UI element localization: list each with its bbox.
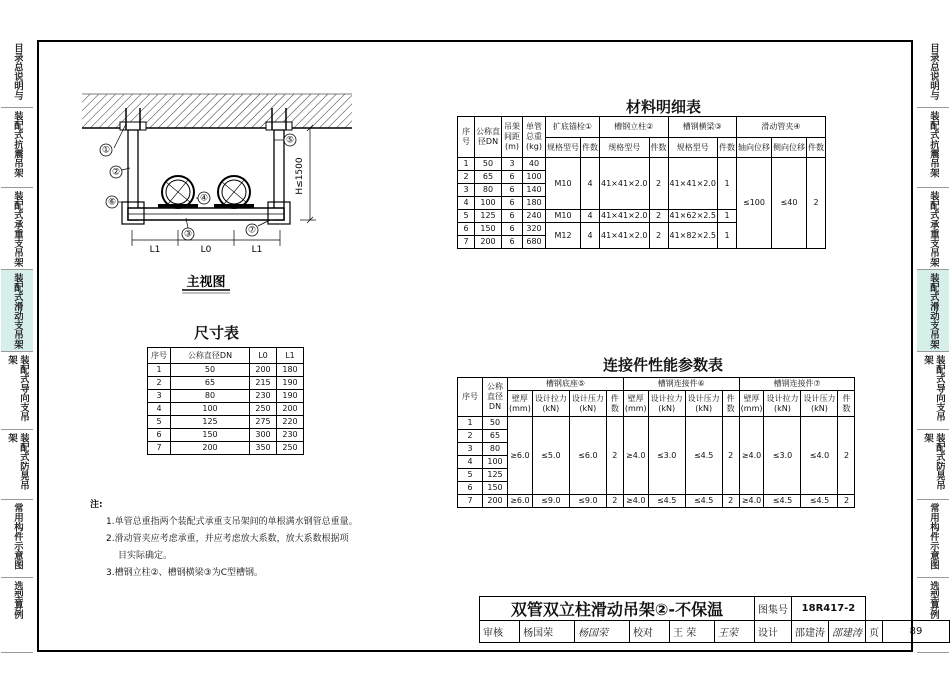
- table-row: [458, 378, 855, 391]
- column-group-header: 槽钢横梁③: [668, 117, 737, 138]
- channel-column-right: [274, 130, 284, 220]
- table-cell: ≤4.5: [685, 417, 722, 495]
- column-header: 设计拉力(kN): [648, 391, 685, 417]
- table-row: [458, 158, 826, 171]
- table-cell: 4: [148, 403, 171, 416]
- table-cell: 6: [502, 197, 523, 210]
- column-header: 件数: [718, 138, 737, 158]
- lateral-displacement: ≤40: [772, 158, 807, 249]
- table-cell: 125: [483, 469, 508, 482]
- table-cell: 2: [722, 495, 739, 508]
- column-header: 序号: [458, 117, 475, 158]
- table-cell: 2: [807, 158, 826, 249]
- table-cell: 5: [458, 469, 483, 482]
- table-row: [148, 403, 304, 416]
- table-cell: 200: [171, 442, 250, 455]
- callout-3: ③: [183, 229, 193, 240]
- callout-4: ④: [199, 193, 209, 204]
- table-cell: ≤4.5: [764, 495, 801, 508]
- table-cell: 3: [458, 443, 483, 456]
- size-table: [147, 347, 304, 455]
- callout-1: ①: [101, 145, 111, 156]
- table-row: [458, 391, 855, 417]
- table-row: [458, 117, 826, 138]
- main-view-drawing: [70, 80, 410, 310]
- table-cell: 1: [458, 158, 475, 171]
- side-tab-3[interactable]: [1, 188, 33, 270]
- table-cell: 4: [458, 197, 475, 210]
- table-row: [148, 390, 304, 403]
- table-cell: 100: [171, 403, 250, 416]
- table-cell: 150: [483, 482, 508, 495]
- pipe-left: [158, 176, 198, 208]
- column-header: 壁厚(mm): [508, 391, 533, 417]
- column-header: L0: [250, 348, 277, 364]
- review-signature: 杨国荣: [575, 621, 630, 643]
- column-group-header: 槽钢连接件⑦: [739, 378, 855, 391]
- table-cell: 65: [475, 171, 502, 184]
- table-cell: ≥6.0: [508, 417, 533, 495]
- table-cell: 6: [502, 236, 523, 249]
- column-group-header: 槽钢连接件⑥: [623, 378, 739, 391]
- table-cell: 4: [581, 223, 600, 249]
- table-cell: ≥4.0: [739, 495, 764, 508]
- connector-table: [457, 377, 855, 508]
- design-signature: 邵建涛: [828, 621, 865, 643]
- table-cell: 230: [250, 390, 277, 403]
- table-cell: 320: [523, 223, 546, 236]
- table-cell: 250: [250, 403, 277, 416]
- table-cell: 100: [523, 171, 546, 184]
- column-header: 吊架间距(m): [502, 117, 523, 158]
- note-line: 3.槽钢立柱②、槽钢横梁③为C型槽钢。: [106, 568, 264, 578]
- column-header: 规格型号: [668, 138, 718, 158]
- side-tab-2[interactable]: [1, 108, 33, 188]
- notes: [90, 497, 410, 582]
- main-view-title: 主视图: [186, 275, 226, 290]
- table-cell: 230: [277, 429, 304, 442]
- table-cell: 100: [475, 197, 502, 210]
- table-cell: 125: [475, 210, 502, 223]
- table-cell: ≤4.5: [648, 495, 685, 508]
- check-signature: 王荣: [714, 621, 754, 643]
- table-cell: 1: [458, 417, 483, 430]
- side-tab-4[interactable]: [1, 270, 33, 352]
- column-header: 规格型号: [600, 138, 650, 158]
- table-cell: 2: [649, 223, 668, 249]
- table-cell: 190: [277, 390, 304, 403]
- column-spec: 41×41×2.0: [600, 158, 650, 210]
- column-header: 公称直径DN: [171, 348, 250, 364]
- table-cell: 6: [458, 223, 475, 236]
- table-cell: 6: [148, 429, 171, 442]
- side-tab-7[interactable]: [917, 500, 949, 578]
- table-cell: ≤9.0: [532, 495, 569, 508]
- column-header: 单管总重(kg): [523, 117, 546, 158]
- column-group-header: 槽钢底座⑤: [508, 378, 624, 391]
- column-header: 设计压力(kN): [801, 391, 838, 417]
- table-cell: 40: [523, 158, 546, 171]
- table-cell: 125: [171, 416, 250, 429]
- side-tab-label: 常用构件示意图: [12, 502, 23, 569]
- beam-spec: 41×82×2.5: [668, 223, 718, 249]
- column-header: 件数: [838, 391, 855, 417]
- review-name: 杨国荣: [520, 621, 575, 643]
- table-cell: ≥4.0: [623, 495, 648, 508]
- table-cell: 200: [483, 495, 508, 508]
- side-tab-1[interactable]: [917, 40, 949, 108]
- table-cell: 4: [458, 456, 483, 469]
- column-group-header: 槽钢立柱②: [600, 117, 669, 138]
- side-tab-3[interactable]: [917, 188, 949, 270]
- column-header: 序号: [148, 348, 171, 364]
- design-label: 设计: [754, 621, 791, 643]
- side-tab-5[interactable]: [1, 352, 33, 430]
- column-header: 件数: [722, 391, 739, 417]
- table-cell: 2: [606, 495, 623, 508]
- table-cell: 50: [483, 417, 508, 430]
- table-cell: 240: [523, 210, 546, 223]
- column-header: 件数: [649, 138, 668, 158]
- side-tab-label: 选型算例: [928, 580, 939, 619]
- check-label: 校对: [629, 621, 669, 643]
- side-tab-label: 目录总说明与: [928, 42, 939, 100]
- atlas-number: 18R417-2: [791, 597, 865, 621]
- column-header: 设计拉力(kN): [764, 391, 801, 417]
- side-tab-4[interactable]: [917, 270, 949, 352]
- table-cell: 7: [148, 442, 171, 455]
- side-tab-label: 装配式抗震吊架: [12, 110, 23, 177]
- table-cell: 5: [148, 416, 171, 429]
- side-tab-2[interactable]: [917, 108, 949, 188]
- check-name: 王 荣: [670, 621, 715, 643]
- side-tab-label: 选型算例: [12, 580, 23, 619]
- table-cell: 2: [458, 171, 475, 184]
- table-cell: 3: [148, 390, 171, 403]
- page-number: 89: [883, 621, 950, 643]
- table-cell: 200: [277, 403, 304, 416]
- dim-l0: L0: [200, 245, 212, 255]
- note-line: 2.滑动管夹应考虑承重，并应考虑放大系数，放大系数根据项: [106, 534, 349, 544]
- material-table: [457, 116, 826, 249]
- table-cell: ≥4.0: [623, 417, 648, 495]
- pipe-right: [214, 176, 254, 208]
- size-table-title: 尺寸表: [194, 324, 240, 342]
- side-tab-label: 装配式导向支吊架: [922, 354, 945, 421]
- table-cell: ≥6.0: [508, 495, 533, 508]
- side-tab-label: 目录总说明与: [12, 42, 23, 100]
- table-cell: 2: [649, 210, 668, 223]
- side-tab-label: 常用构件示意图: [928, 502, 939, 569]
- table-cell: 7: [458, 495, 483, 508]
- table-cell: 200: [475, 236, 502, 249]
- table-cell: 50: [475, 158, 502, 171]
- column-header: 件数: [807, 138, 826, 158]
- title-block: [479, 596, 950, 643]
- table-row: [148, 429, 304, 442]
- table-cell: ≤5.0: [532, 417, 569, 495]
- column-header: 设计压力(kN): [685, 391, 722, 417]
- column-header: 规格型号: [546, 138, 581, 158]
- table-cell: 2: [838, 495, 855, 508]
- table-cell: 6: [502, 184, 523, 197]
- table-cell: 2: [838, 417, 855, 495]
- table-cell: 5: [458, 210, 475, 223]
- atlas-label: 图集号: [754, 597, 791, 621]
- table-cell: 220: [277, 416, 304, 429]
- column-spec: 41×41×2.0: [600, 223, 650, 249]
- table-cell: 2: [458, 430, 483, 443]
- table-cell: 200: [250, 364, 277, 377]
- design-name: 邵建涛: [791, 621, 828, 643]
- column-header: 设计压力(kN): [569, 391, 606, 417]
- anchor-spec: M10: [546, 210, 581, 223]
- table-cell: 4: [581, 158, 600, 210]
- callout-6: ⑥: [107, 197, 117, 208]
- table-cell: 250: [277, 442, 304, 455]
- beam-spec: 41×41×2.0: [668, 158, 718, 210]
- side-tab-5[interactable]: [917, 352, 949, 430]
- table-cell: 6: [502, 171, 523, 184]
- table-cell: 3: [458, 184, 475, 197]
- side-tab-label: 装配式导向支吊架: [6, 354, 29, 421]
- drawing-title: 双管双立柱滑动吊架②-不保温: [480, 597, 755, 621]
- side-tab-8[interactable]: [1, 578, 33, 653]
- table-cell: ≤4.5: [801, 495, 838, 508]
- anchor-spec: M10: [546, 158, 581, 210]
- column-header: 设计拉力(kN): [532, 391, 569, 417]
- table-cell: ≤4.5: [685, 495, 722, 508]
- table-cell: 65: [171, 377, 250, 390]
- connector-table-title: 连接件性能参数表: [603, 356, 724, 374]
- table-cell: 100: [483, 456, 508, 469]
- table-cell: 190: [277, 377, 304, 390]
- table-cell: 80: [475, 184, 502, 197]
- column-group-header: 扩底锚栓①: [546, 117, 600, 138]
- dim-l1-left: L1: [149, 245, 161, 255]
- table-cell: 350: [250, 442, 277, 455]
- column-group-header: 滑动管夹④: [737, 117, 826, 138]
- table-cell: 180: [523, 197, 546, 210]
- side-tab-1[interactable]: [1, 40, 33, 108]
- note-line: 1.单管总重指两个装配式承重支吊架间的单根满水钢管总重量。: [106, 517, 358, 527]
- side-tab-label: 装配式防晃吊架: [6, 432, 29, 490]
- page-label: 页: [865, 621, 882, 643]
- table-cell: ≤9.0: [569, 495, 606, 508]
- table-cell: 150: [475, 223, 502, 236]
- side-tab-label: 装配式抗震吊架: [928, 110, 939, 177]
- table-row: [148, 442, 304, 455]
- side-tab-label: 装配式滑动支吊架: [12, 272, 23, 349]
- table-cell: 2: [722, 417, 739, 495]
- table-cell: 215: [250, 377, 277, 390]
- axial-displacement: ≤100: [737, 158, 772, 249]
- table-cell: 1: [718, 158, 737, 210]
- table-cell: 140: [523, 184, 546, 197]
- callout-5: ⑤: [285, 135, 295, 146]
- note-line: 目实际确定。: [118, 551, 173, 561]
- table-header-row: [148, 348, 304, 364]
- table-cell: 275: [250, 416, 277, 429]
- table-cell: 3: [502, 158, 523, 171]
- material-table-title: 材料明细表: [626, 98, 702, 116]
- table-cell: ≥4.0: [739, 417, 764, 495]
- table-row: [148, 377, 304, 390]
- table-row: [148, 416, 304, 429]
- side-tab-label: 装配式滑动支吊架: [928, 272, 939, 349]
- column-header: 轴向位移: [737, 138, 772, 158]
- dim-l1-right: L1: [251, 245, 263, 255]
- table-cell: 6: [502, 223, 523, 236]
- table-cell: 180: [277, 364, 304, 377]
- table-cell: 2: [148, 377, 171, 390]
- table-cell: 2: [606, 417, 623, 495]
- table-row: [458, 417, 855, 430]
- table-cell: 7: [458, 236, 475, 249]
- anchor-spec: M12: [546, 223, 581, 249]
- table-cell: 1: [718, 210, 737, 223]
- channel-column-left: [128, 130, 138, 220]
- column-header: 壁厚(mm): [739, 391, 764, 417]
- review-label: 审核: [480, 621, 520, 643]
- table-cell: 6: [502, 210, 523, 223]
- column-header: 侧向位移: [772, 138, 807, 158]
- height-dimension-label: H≤1500: [295, 157, 305, 195]
- table-cell: ≤3.0: [764, 417, 801, 495]
- side-tab-label: 装配式承重支吊架: [12, 190, 23, 267]
- table-cell: 680: [523, 236, 546, 249]
- column-header: 公称直径DN: [475, 117, 502, 158]
- table-cell: 1: [718, 223, 737, 249]
- column-header: 公称直径DN: [483, 378, 508, 417]
- table-cell: 4: [581, 210, 600, 223]
- table-cell: 65: [483, 430, 508, 443]
- table-cell: 1: [148, 364, 171, 377]
- table-row: [458, 495, 855, 508]
- column-header: 序号: [458, 378, 483, 417]
- side-tab-label: 装配式防晃吊架: [922, 432, 945, 490]
- notes-heading: 注:: [90, 500, 103, 510]
- table-row: [148, 364, 304, 377]
- table-cell: ≤3.0: [648, 417, 685, 495]
- callout-2: ②: [111, 167, 121, 178]
- table-cell: ≤4.0: [801, 417, 838, 495]
- beam-spec: 41×62×2.5: [668, 210, 718, 223]
- side-tab-label: 装配式承重支吊架: [928, 190, 939, 267]
- column-header: 壁厚(mm): [623, 391, 648, 417]
- table-cell: 300: [250, 429, 277, 442]
- column-spec: 41×41×2.0: [600, 210, 650, 223]
- table-cell: ≤6.0: [569, 417, 606, 495]
- side-tab-6[interactable]: [1, 430, 33, 500]
- callout-7: ⑦: [247, 225, 257, 236]
- table-cell: 2: [649, 158, 668, 210]
- table-cell: 6: [458, 482, 483, 495]
- table-cell: 80: [171, 390, 250, 403]
- side-tab-6[interactable]: [917, 430, 949, 500]
- side-tab-7[interactable]: [1, 500, 33, 578]
- column-header: 件数: [581, 138, 600, 158]
- column-header: 件数: [606, 391, 623, 417]
- table-cell: 150: [171, 429, 250, 442]
- column-header: L1: [277, 348, 304, 364]
- table-cell: 50: [171, 364, 250, 377]
- table-cell: 80: [483, 443, 508, 456]
